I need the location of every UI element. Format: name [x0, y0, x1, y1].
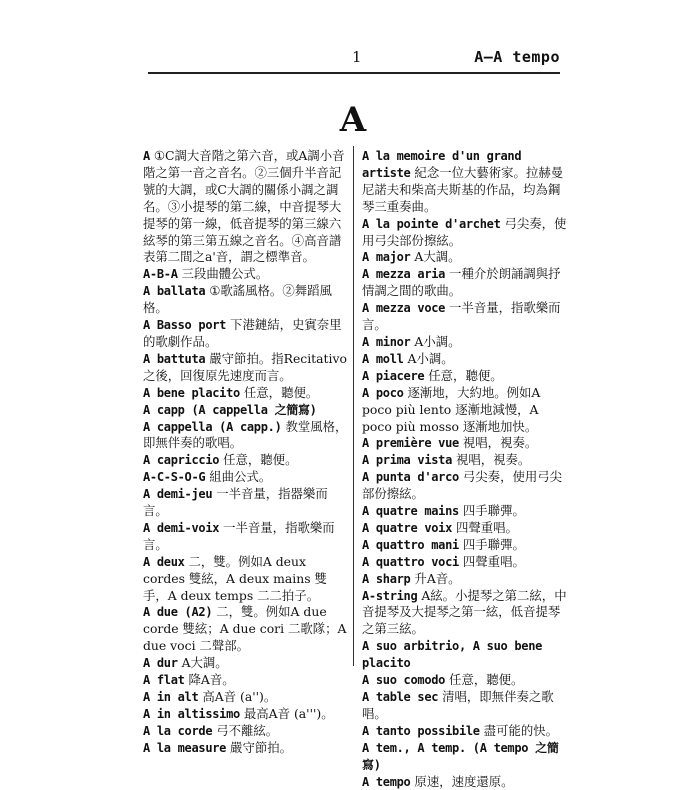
entry-term: A prima vista	[362, 453, 453, 468]
entry-definition: 盡可能的快。	[479, 722, 559, 738]
entry-definition: 一種介於朗誦調與抒情調之間的歌曲。	[362, 266, 561, 299]
entry-term: A in alt	[143, 690, 199, 704]
entry-term: A suo arbitrio, A suo bene placito	[362, 639, 543, 671]
entry-term: A piacere	[362, 368, 425, 383]
entry-definition: 原速，速度還原。	[410, 773, 514, 789]
dictionary-entry	[143, 148, 348, 266]
dictionary-entry	[143, 706, 348, 723]
dictionary-entry	[362, 148, 567, 216]
dictionary-entry	[362, 452, 567, 469]
entry-term: A la pointe d'archet	[362, 216, 501, 231]
dictionary-entry	[362, 334, 567, 351]
entry-term: A due (A2)	[143, 605, 213, 620]
dictionary-entry	[362, 774, 567, 790]
dictionary-entry	[362, 672, 567, 689]
running-head: A—A tempo	[474, 48, 560, 66]
entry-term: A quattro voci	[362, 554, 459, 569]
entry-definition: 降A音。	[184, 672, 235, 688]
section-letter: A	[339, 100, 367, 140]
entry-term: A tanto possibile	[362, 723, 480, 738]
entry-term: A dur	[143, 656, 178, 671]
entry-term: A capriccio	[143, 453, 220, 468]
entry-term: A bene placito	[143, 385, 240, 400]
entry-definition: 任意，聽便。	[445, 672, 524, 688]
entry-definition: 四聲重唱。	[452, 519, 518, 535]
entry-definition: A小調。	[410, 333, 461, 349]
dictionary-entry	[362, 266, 567, 300]
dictionary-entry	[143, 740, 348, 757]
entry-definition: 任意，聽便。	[219, 452, 298, 468]
dictionary-entry	[362, 537, 567, 554]
entry-definition: 教堂風格，即無伴奏的歌唱。	[143, 418, 348, 451]
entry-term: A in altissimo	[143, 706, 240, 721]
entry-definition: A大調。	[177, 655, 228, 671]
dictionary-entry	[143, 385, 348, 402]
dictionary-entry	[362, 638, 567, 672]
entry-definition: 四聲重唱。	[458, 553, 525, 569]
dictionary-entry	[143, 266, 348, 283]
entry-definition: 嚴守節拍。指Recitativo之後，回復原先速度而言。	[143, 350, 347, 383]
entry-definition: 下港鏈結，史賓奈里的歌劇作品。	[143, 317, 342, 349]
entry-definition: 二，雙。例如A deux cordes 雙絃，A deux mains 雙手，A deux temps 二二拍子。	[143, 553, 327, 603]
dictionary-entry	[143, 655, 348, 672]
entry-definition: 視唱，視奏。	[458, 435, 538, 451]
entry-definition: ①歌謠風格。②舞蹈風格。	[143, 283, 332, 316]
dictionary-entry	[362, 740, 567, 774]
entry-term: A table sec	[362, 690, 439, 704]
entry-term: A cappella (A capp.)	[143, 419, 282, 434]
page-number: 1	[352, 48, 362, 66]
entry-term: A tempo	[362, 774, 411, 789]
entry-term: A mezza voce	[362, 301, 446, 316]
entry-term: A la measure	[143, 740, 227, 755]
entry-term: A deux	[143, 554, 185, 569]
dictionary-entry	[143, 604, 348, 655]
entry-definition: 一半音量，指歌樂而言。	[143, 519, 335, 552]
entry-term: A flat	[143, 673, 185, 688]
entry-term: A	[143, 149, 150, 163]
entry-term: A quattro mani	[362, 537, 459, 552]
dictionary-entry	[362, 216, 567, 250]
dictionary-entry	[143, 723, 348, 740]
entry-term: A quatre voix	[362, 520, 453, 535]
entry-definition: 視唱，視奏。	[452, 452, 531, 468]
dictionary-entry	[362, 351, 567, 368]
dictionary-entry	[362, 368, 567, 385]
entry-term: A la memoire d'un grand artiste	[362, 149, 522, 180]
entry-term: A suo comodo	[362, 673, 446, 688]
entry-term: A punta d'arco	[362, 470, 459, 485]
entry-term: A moll	[362, 351, 404, 366]
entry-term: A major	[362, 250, 411, 265]
entry-term: A-string	[362, 588, 418, 603]
entry-term: A battuta	[143, 351, 206, 366]
entry-term: A quatre mains	[362, 504, 459, 519]
dictionary-entry	[362, 554, 567, 571]
header-rule	[148, 72, 560, 74]
entry-term: A capp (A cappella 之簡寫)	[143, 402, 317, 417]
entry-term: A minor	[362, 334, 411, 349]
entry-definition: A大調。	[410, 249, 461, 265]
dictionary-entry	[362, 571, 567, 588]
entry-definition: 弓尖奏，使用弓尖部份擦絃。	[362, 469, 563, 502]
entry-definition: 任意，聽便。	[239, 384, 319, 400]
entry-term: A-B-A	[143, 267, 178, 282]
dictionary-entry	[143, 672, 348, 689]
entry-definition: A絃。小提琴之第二絃，中音提琴及大提琴之第一絃，低音提琴之第三絃。	[362, 587, 567, 637]
dictionary-entry	[143, 689, 348, 706]
entry-definition: 弓不離絃。	[212, 722, 279, 738]
entry-definition: 清唱，即無伴奏之歌唱。	[362, 689, 554, 721]
dictionary-entry	[143, 469, 348, 486]
dictionary-entry	[362, 723, 567, 740]
dictionary-entry	[362, 435, 567, 452]
entry-term: A demi-voix	[143, 520, 220, 535]
entry-term: A ballata	[143, 284, 206, 299]
dictionary-entry	[143, 317, 348, 351]
entry-definition: 最高A音 (a''')。	[239, 705, 334, 721]
right-column	[362, 148, 567, 790]
entry-definition: A小調。	[403, 350, 454, 366]
entry-term: A tem., A temp. (A tempo 之簡寫)	[362, 740, 559, 772]
entry-definition: 紀念一位大藝術家。拉赫曼尼諾夫和柴高夫斯基的作品，均為鋼琴三重奏曲。	[362, 164, 564, 214]
dictionary-entry	[143, 402, 348, 419]
dictionary-entry	[362, 385, 567, 436]
entry-definition: 組曲公式。	[205, 469, 272, 485]
dictionary-entry	[362, 469, 567, 503]
entry-definition: 高A音 (a'')。	[198, 689, 277, 704]
dictionary-entry	[143, 520, 348, 554]
dictionary-entry	[362, 689, 567, 723]
entry-term: A-C-S-O-G	[143, 470, 206, 485]
dictionary-entry	[143, 283, 348, 317]
dictionary-entry	[362, 249, 567, 266]
entry-term: A mezza aria	[362, 267, 446, 282]
column-divider	[353, 146, 354, 666]
entry-term: A la corde	[143, 723, 213, 738]
entry-definition: 二，雙。例如A due corde 雙絃；A due cori 二歌隊；A due voci 二聲部。	[143, 604, 347, 654]
entry-term: A demi-jeu	[143, 487, 213, 502]
entry-term: A poco	[362, 385, 404, 400]
entry-definition: 四手聯彈。	[458, 503, 525, 519]
entry-definition: 任意，聽便。	[424, 367, 503, 383]
entry-definition: 逐漸地，大約地。例如A poco più lento 逐漸地減慢，A poco più mosso 逐漸地加快。	[362, 384, 541, 434]
dictionary-entry	[143, 419, 348, 453]
entry-definition: ①C調大音階之第六音，或A調小音階之第一音之音名。②三個升半音記號的大調，或C大調的關係小調之調名。③小提琴的第二線，中音提琴大提琴的第一線，低音提琴的第三線六絃琴的第三第五線之音名。④高音譜表第二間之a'音，謂之標準音。	[143, 148, 345, 265]
entry-definition: 三段曲體公式。	[177, 266, 269, 282]
page-header	[148, 48, 560, 70]
dictionary-entry	[362, 300, 567, 334]
dictionary-entry	[362, 520, 567, 537]
entry-definition: 升A音。	[410, 570, 461, 586]
entry-term: A première vue	[362, 436, 459, 451]
entry-definition: 一半音量，指器樂而言。	[143, 486, 328, 519]
entry-definition: 一半音量，指歌樂而言。	[362, 300, 561, 333]
dictionary-entry	[143, 486, 348, 520]
entry-definition: 嚴守節拍。	[226, 739, 293, 755]
dictionary-entry	[362, 588, 567, 639]
entry-definition: 弓尖奏，使用弓尖部份擦絃。	[362, 215, 567, 248]
dictionary-entry	[362, 503, 567, 520]
entry-term: A Basso port	[143, 318, 227, 333]
left-column	[143, 148, 348, 757]
dictionary-entry	[143, 554, 348, 605]
entry-definition: 四手聯彈。	[458, 536, 525, 552]
dictionary-entry	[143, 452, 348, 469]
entry-term: A sharp	[362, 571, 411, 586]
dictionary-entry	[143, 351, 348, 385]
